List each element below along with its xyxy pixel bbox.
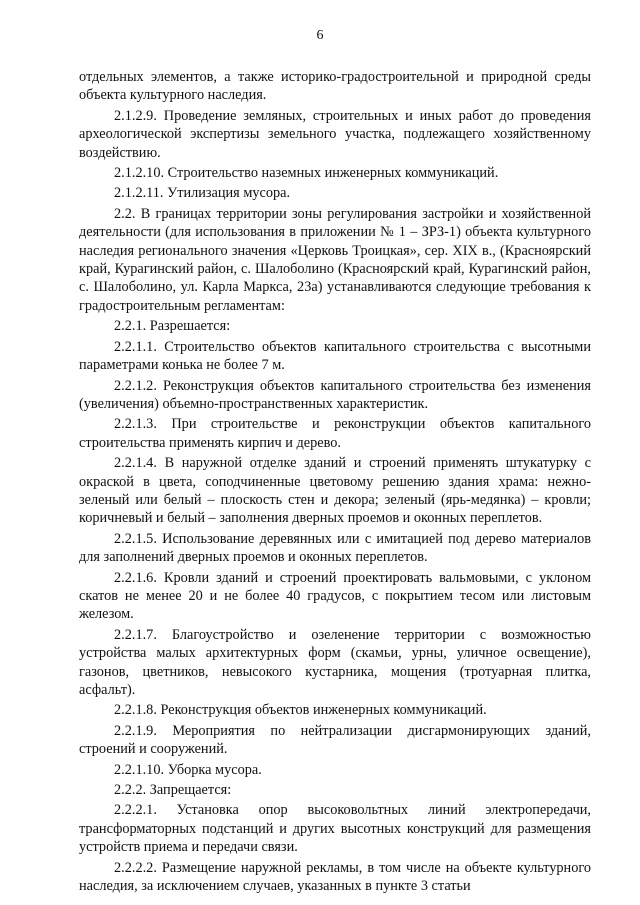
paragraph-2-2-1-10: 2.2.1.10. Уборка мусора.: [114, 761, 262, 778]
paragraph-2-2-1: 2.2.1. Разрешается:: [114, 318, 231, 335]
document-body: [79, 68, 591, 895]
paragraph-2-2-1-7: 2.2.1.7. Благоустройство и озеленение территории с возможностью устройства малых архитектурных форм (скамьи, урны, уличное освещение), газонов, цветников, невысокого кустарника, мощения (тротуарная плитка, асфальт).: [79, 626, 591, 698]
paragraph-continuation: отдельных элементов, а также историко-градостроительной и природной среды объекта культурного наследия.: [79, 69, 591, 104]
paragraph-2-2-2: 2.2.2. Запрещается:: [114, 782, 232, 799]
paragraph-2-2-1-2: 2.2.1.2. Реконструкция объектов капитального строительства без изменения (увеличения) объемно-пространственных характеристик.: [79, 377, 591, 412]
paragraph-2-2-1-8: 2.2.1.8. Реконструкция объектов инженерных коммуникаций.: [114, 702, 487, 719]
paragraph-2-2-1-6: 2.2.1.6. Кровли зданий и строений проектировать вальмовыми, с уклоном скатов не менее 20 и не более 40 градусов, с покрытием тесом или листовым железом.: [79, 569, 591, 623]
paragraph-2-1-2-11: 2.1.2.11. Утилизация мусора.: [114, 185, 291, 202]
paragraph-2-2: 2.2. В границах территории зоны регулирования застройки и хозяйственной деятельности (для использования в приложении № 1 – ЗРЗ-1) объекта культурного наследия регионального значения «Церковь Троицкая», сер. XIX в., (Красноярский край, Курагинский район, с. Шалоболино (Красноярский край, Курагинский район, с. Шалоболино, ул. Карла Маркса, 23а) устанавливаются следующие требования к градостроительным регламентам:: [79, 205, 591, 314]
paragraph-2-2-1-4: 2.2.1.4. В наружной отделке зданий и строений применять штукатурку с окраской в цвета, соподчиненные цветовому решению здания храма: нежно-зеленый или белый – плоскость стен и декора; зеленый (ярь-медянка) – кровли; коричневый и белый – заполнения дверных проемов и оконных переплетов.: [79, 455, 591, 527]
paragraph-2-2-1-1: 2.2.1.1. Строительство объектов капитального строительства с высотными параметрами конька не более 7 м.: [79, 338, 591, 374]
paragraph-2-2-2-1: 2.2.2.1. Установка опор высоковольтных линий электропередачи, трансформаторных подстанций и других высотных конструкций для размещения устройств приема и передачи связи.: [79, 802, 591, 856]
paragraph-2-2-1-9: 2.2.1.9. Мероприятия по нейтрализации дисгармонирующих зданий, строений и сооружений.: [79, 722, 591, 758]
paragraph-2-2-2-2: 2.2.2.2. Размещение наружной рекламы, в том числе на объекте культурного наследия, за исключением случаев, указанных в пункте 3 статьи: [79, 859, 591, 895]
paragraph-2-2-1-3: 2.2.1.3. При строительстве и реконструкции объектов капитального строительства применять кирпич и дерево.: [79, 416, 591, 451]
page-number: 6: [316, 28, 324, 43]
paragraph-2-1-2-9: 2.1.2.9. Проведение земляных, строительных и иных работ до проведения археологической экспертизы земельного участка, подлежащего хозяйственному воздействию.: [79, 107, 591, 161]
paragraph-2-2-1-5: 2.2.1.5. Использование деревянных или с имитацией под дерево материалов для заполнений дверных проемов и оконных переплетов.: [79, 530, 591, 566]
paragraph-2-1-2-10: 2.1.2.10. Строительство наземных инженерных коммуникаций.: [114, 165, 499, 182]
